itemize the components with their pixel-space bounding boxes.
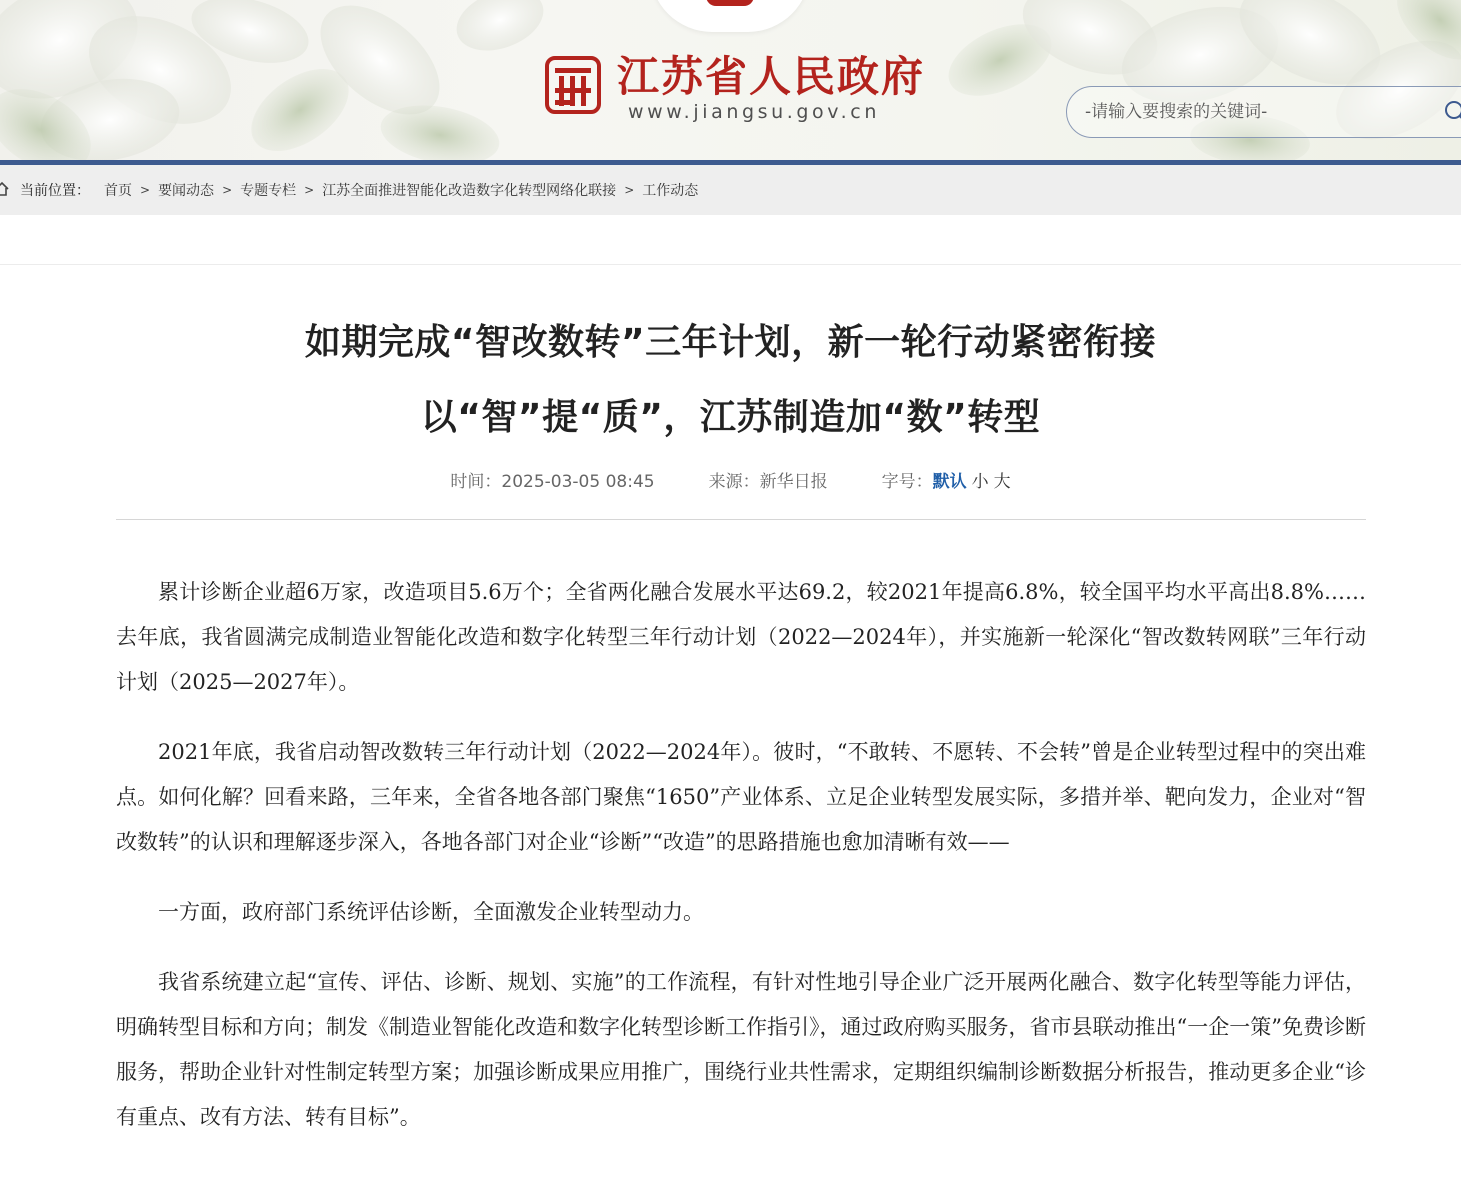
breadcrumb-item-home[interactable]: 首页 bbox=[104, 183, 132, 199]
site-header bbox=[0, 0, 1461, 160]
jiangsu-logo-icon[interactable] bbox=[545, 56, 601, 114]
national-emblem-icon bbox=[706, 0, 754, 6]
paragraph: 我省系统建立起“宣传、评估、诊断、规划、实施”的工作流程，有针对性地引导企业广泛开展两化融合、数字化转型等能力评估，明确转型目标和方向；制发《制造业智能化改造和数字化转型诊断工作指引》，通过政府购买服务，省市县联动推出“一企一策”免费诊断服务，帮助企业针对性制定转型方案；加强诊断成果应用推广，围绕行业共性需求，定期组织编制诊断数据分析报告，推动更多企业“诊有重点、改有方法、转有目标”。 bbox=[116, 970, 1366, 1129]
publish-time: 时间：2025-03-05 08:45 bbox=[450, 472, 655, 492]
breadcrumb-item-work[interactable]: 工作动态 bbox=[642, 183, 699, 199]
paragraph: 2021年底，我省启动智改数转三年行动计划（2022—2024年）。彼时，“不敢转、不愿转、不会转”曾是企业转型过程中的突出难点。如何化解？回看来路，三年来，全省各地各部门聚焦“1650”产业体系、立足企业转型发展实际，多措并举、靶向发力，企业对“智改数转”的认识和理解逐步深入，各地各部门对企业“诊断”“改造”的思路措施也愈加清晰有效—— bbox=[116, 740, 1366, 854]
font-size-label: 字号： bbox=[881, 472, 933, 492]
article-subtitle: 以“智”提“质”，江苏制造加“数”转型 bbox=[420, 397, 1041, 438]
content-divider bbox=[0, 264, 1461, 265]
search-input[interactable] bbox=[1085, 99, 1435, 125]
breadcrumb-separator: > bbox=[140, 183, 151, 197]
breadcrumb-separator: > bbox=[304, 183, 315, 197]
search-icon[interactable] bbox=[1443, 99, 1461, 125]
breadcrumb-item-special[interactable]: 江苏全面推进智能化改造数字化转型网络化联接 bbox=[322, 183, 617, 199]
site-title[interactable]: 江苏省人民政府 bbox=[617, 52, 926, 101]
breadcrumb-separator: > bbox=[624, 183, 635, 197]
article-source: 来源：新华日报 bbox=[708, 472, 828, 492]
font-size-default[interactable]: 默认 bbox=[932, 472, 967, 492]
article-body bbox=[116, 570, 1366, 1165]
site-domain: www.jiangsu.gov.cn bbox=[628, 101, 880, 123]
breadcrumb-item-news[interactable]: 要闻动态 bbox=[158, 183, 215, 199]
breadcrumb-label: 当前位置： bbox=[20, 183, 90, 199]
meta-divider bbox=[116, 519, 1366, 520]
article-title: 如期完成“智改数转”三年计划，新一轮行动紧密衔接 bbox=[304, 322, 1157, 363]
paragraph: 累计诊断企业超6万家，改造项目5.6万个；全省两化融合发展水平达69.2，较2021年提高6.8%，较全国平均水平高出8.8%……去年底，我省圆满完成制造业智能化改造和数字化转型三年行动计划（2022—2024年），并实施新一轮深化“智改数转网联”三年行动计划（2025—2027年）。 bbox=[116, 580, 1366, 694]
font-size-small[interactable]: 小 bbox=[971, 472, 989, 492]
breadcrumb-separator: > bbox=[222, 183, 233, 197]
breadcrumb-item-topics[interactable]: 专题专栏 bbox=[240, 183, 297, 199]
breadcrumb bbox=[0, 165, 1461, 215]
font-size-large[interactable]: 大 bbox=[993, 472, 1011, 492]
paragraph: 一方面，政府部门系统评估诊断，全面激发企业转型动力。 bbox=[158, 900, 704, 924]
article-meta bbox=[0, 467, 1461, 492]
font-size-control bbox=[882, 467, 1011, 492]
home-icon bbox=[0, 181, 10, 197]
search-box bbox=[1066, 86, 1461, 138]
